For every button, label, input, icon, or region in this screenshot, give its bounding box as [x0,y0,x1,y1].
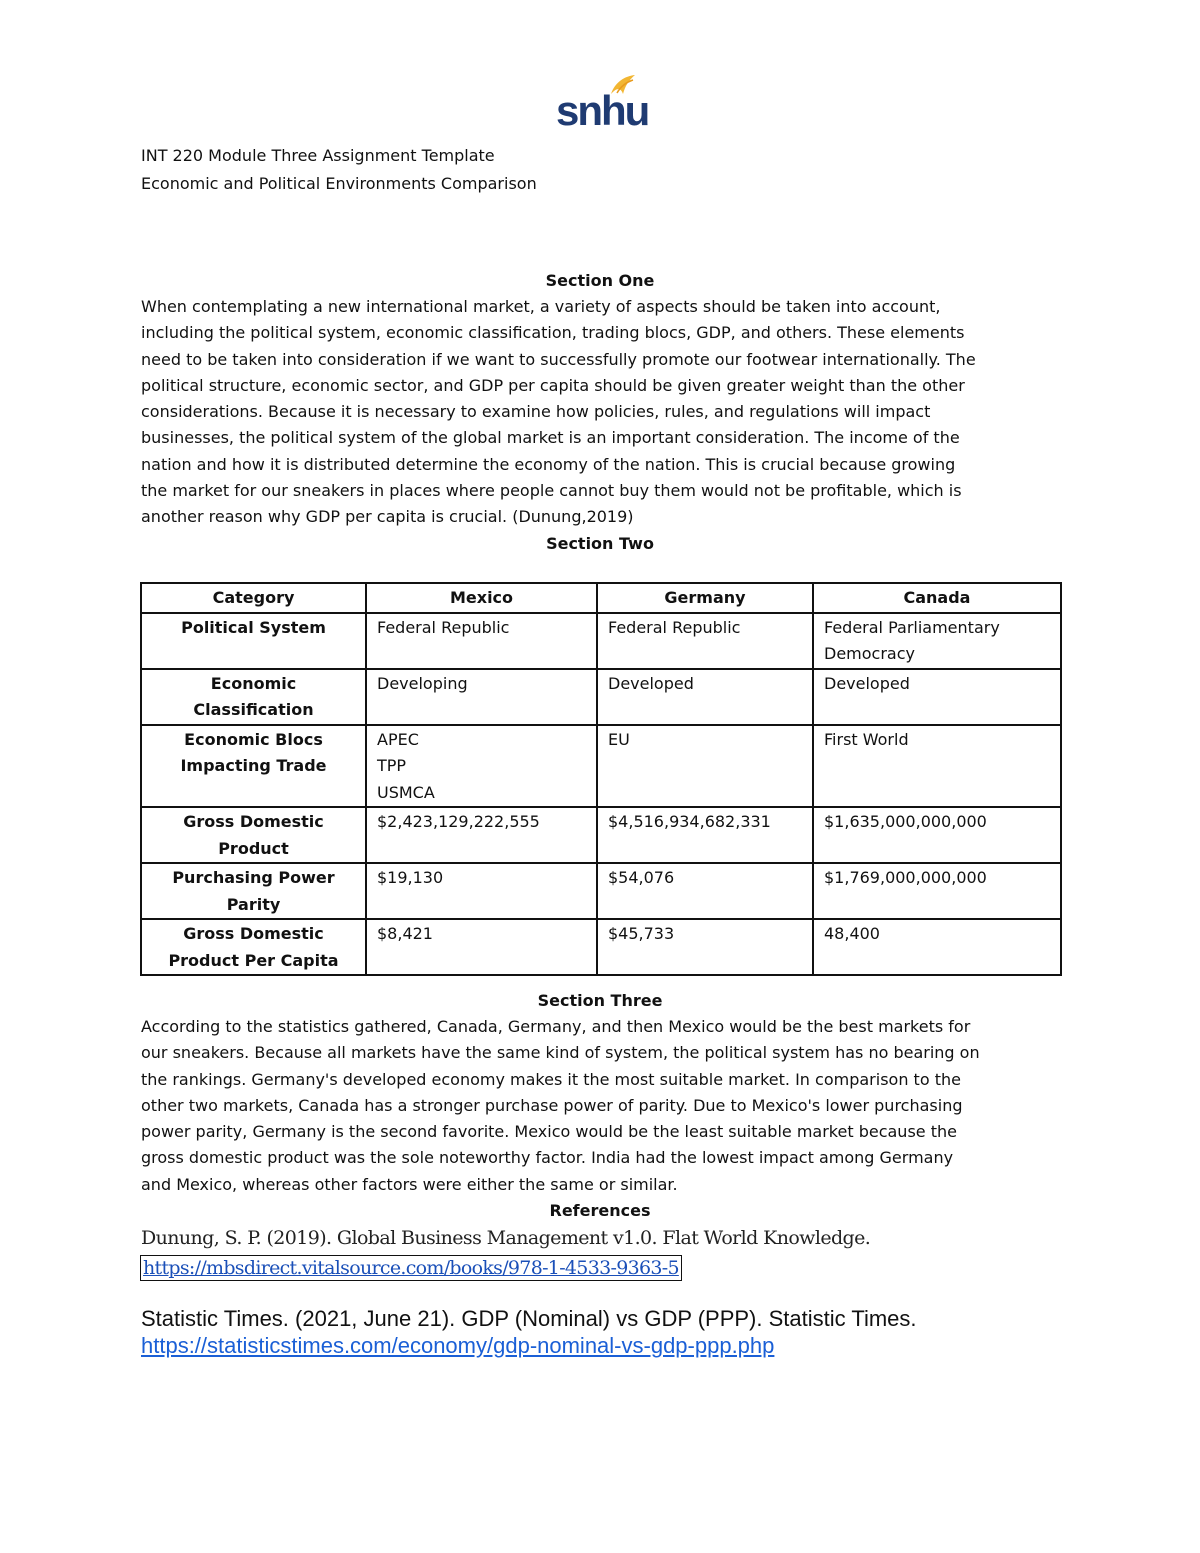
paragraph-line: According to the statistics gathered, Canada, Germany, and then Mexico would be the best markets for [141,1017,971,1036]
cell-germany: $4,516,934,682,331 [597,807,813,863]
paragraph-line: other two markets, Canada has a stronger purchase power of parity. Due to Mexico's lower purchasing [141,1095,963,1115]
section-three-body [141,1014,1061,1198]
paragraph-line: considerations. Because it is necessary to examine how policies, rules, and regulations will impact [141,402,931,422]
cell-germany: $54,076 [597,863,813,919]
paragraph-line: businesses, the political system of the global market is an important consideration. The income of the [141,428,960,448]
snhu-logo [556,74,649,134]
cell-mexico: $2,423,129,222,555 [366,807,597,863]
section-one-body [141,294,1061,531]
cell-mexico: $8,421 [366,919,597,975]
comparison-table [140,582,1062,976]
row-category: Economic Blocs Impacting Trade [141,725,366,808]
paragraph-line: another reason why GDP per capita is crucial. (Dunung,2019) [141,507,634,527]
cell-canada: $1,635,000,000,000 [813,807,1061,863]
bloc-item: APEC [377,729,419,749]
cell-germany: EU [597,725,813,808]
row-category: Purchasing Power Parity [141,863,366,919]
table-row [141,669,1061,725]
cell-canada: Federal Parliamentary Democracy [813,613,1061,669]
row-category: Gross Domestic Product [141,807,366,863]
reference-statistic-times-link[interactable]: https://statisticstimes.com/economy/gdp-nominal-vs-gdp-ppp.php [141,1333,775,1358]
cell-mexico: Federal Republic [366,613,597,669]
column-header: Category [141,583,366,613]
column-header: Germany [597,583,813,613]
row-category: Political System [141,613,366,669]
cell-mexico [366,725,597,808]
references-title: References [549,1201,651,1220]
paragraph-line: When contemplating a new international market, a variety of aspects should be taken into account, [141,297,941,316]
cell-canada: $1,769,000,000,000 [813,863,1061,919]
section-three-title: Section Three [537,991,663,1010]
table-row [141,863,1061,919]
paragraph-line: power parity, Germany is the second favorite. Mexico would be the least suitable market because the [141,1122,957,1142]
paragraph-line: including the political system, economic classification, trading blocs, GDP, and others. These elements [141,323,965,343]
cell-germany: $45,733 [597,919,813,975]
cell-mexico: Developing [366,669,597,725]
paragraph-line: our sneakers. Because all markets have the same kind of system, the political system has no bearing on [141,1043,980,1063]
reference-dunung-link[interactable]: https://mbsdirect.vitalsource.com/books/978-1-4533-9363-5 [140,1255,682,1281]
paragraph-line: political structure, economic sector, and GDP per capita should be given greater weight than the other [141,375,965,395]
assignment-title: INT 220 Module Three Assignment Template [141,146,495,165]
assignment-subtitle: Economic and Political Environments Comparison [141,174,537,193]
table-row [141,613,1061,669]
cell-germany: Federal Republic [597,613,813,669]
paragraph-line: need to be taken into consideration if we want to successfully promote our footwear internationally. The [141,349,976,369]
cell-germany: Developed [597,669,813,725]
logo-wordmark: snhu [556,87,649,134]
paragraph-line: the market for our sneakers in places where people cannot buy them would not be profitable, which is [141,481,962,501]
bloc-item: USMCA [377,782,435,802]
row-category: Economic Classification [141,669,366,725]
paragraph-line: and Mexico, whereas other factors were either the same or similar. [141,1174,678,1194]
table-header-row [141,583,1061,613]
cell-canada: First World [813,725,1061,808]
cell-mexico: $19,130 [366,863,597,919]
column-header: Mexico [366,583,597,613]
table-row [141,807,1061,863]
paragraph-line: nation and how it is distributed determine the economy of the nation. This is crucial because growing [141,454,956,474]
reference-statistic-times: Statistic Times. (2021, June 21). GDP (Nominal) vs GDP (PPP). Statistic Times. [141,1306,917,1331]
column-header: Canada [813,583,1061,613]
paragraph-line: gross domestic product was the sole noteworthy factor. India had the lowest impact among Germany [141,1148,954,1168]
section-one-title: Section One [545,271,655,290]
bloc-item: TPP [377,756,407,775]
reference-dunung: Dunung, S. P. (2019). Global Business Management v1.0. Flat World Knowledge. [141,1227,871,1249]
cell-canada: Developed [813,669,1061,725]
cell-canada: 48,400 [813,919,1061,975]
table-row [141,919,1061,975]
paragraph-line: the rankings. Germany's developed economy makes it the most suitable market. In comparison to the [141,1069,961,1089]
row-category: Gross Domestic Product Per Capita [141,919,366,975]
section-two-title: Section Two [546,534,654,553]
table-row [141,725,1061,808]
